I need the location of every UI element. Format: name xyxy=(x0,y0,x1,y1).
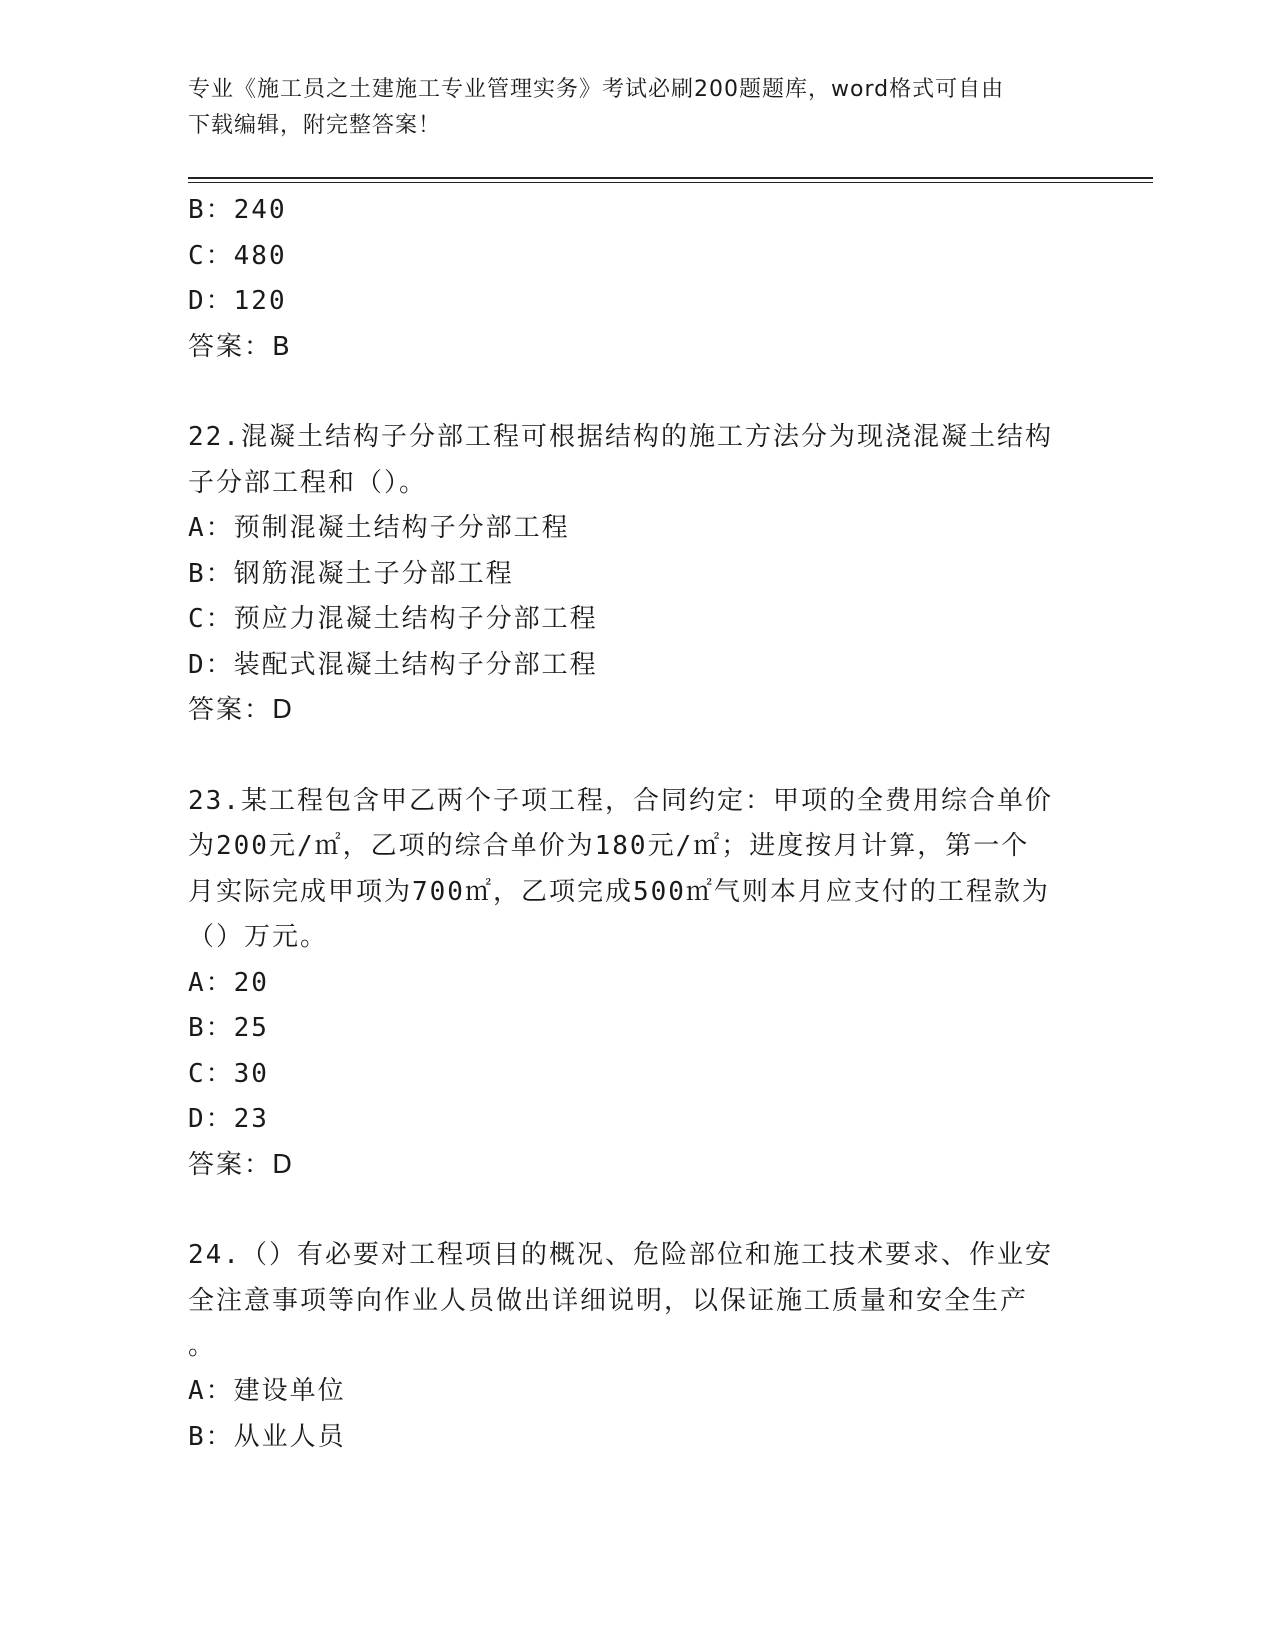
question-23 xyxy=(188,779,1078,1189)
header-rule xyxy=(188,177,1153,179)
answer: 答案：D xyxy=(188,1149,295,1180)
spacer xyxy=(188,734,1078,779)
question-stem: 月实际完成甲项为700㎡，乙项完成500㎡气则本月应支付的工程款为 xyxy=(188,876,1050,907)
question-list xyxy=(188,188,1078,1460)
option-d: D：120 xyxy=(188,286,287,316)
header-rule-thin xyxy=(188,182,1153,183)
question-stem: （）万元。 xyxy=(188,922,329,952)
option-b: B：240 xyxy=(188,195,287,225)
option-c: C：480 xyxy=(188,240,287,271)
header-line-1: 专业《施工员之土建施工专业管理实务》考试必刷200题题库，word格式可自由 xyxy=(188,77,1005,102)
option-a: A：20 xyxy=(188,967,269,998)
question-24 xyxy=(188,1233,1078,1460)
option-a: A：建设单位 xyxy=(188,1376,346,1406)
question-stem: 全注意事项等向作业人员做出详细说明，以保证施工质量和安全生产 xyxy=(188,1285,1029,1316)
spacer xyxy=(188,370,1078,415)
option-a: A：预制混凝土结构子分部工程 xyxy=(188,513,570,543)
option-c: C：30 xyxy=(188,1058,269,1089)
question-stem: 为200元/㎡，乙项的综合单价为180元/㎡；进度按月计算，第一个 xyxy=(188,831,1030,861)
question-21 xyxy=(188,188,1078,370)
document-header xyxy=(188,72,1068,144)
question-stem: 24.（）有必要对工程项目的概况、危险部位和施工技术要求、作业安 xyxy=(188,1240,1053,1270)
answer: 答案：D xyxy=(188,695,295,725)
option-d: D：23 xyxy=(188,1104,269,1134)
option-b: B：钢筋混凝土子分部工程 xyxy=(188,558,514,589)
option-c: C：预应力混凝土结构子分部工程 xyxy=(188,604,598,634)
answer: 答案：B xyxy=(188,331,292,362)
question-stem: 子分部工程和（）。 xyxy=(188,467,428,498)
option-d: D：装配式混凝土结构子分部工程 xyxy=(188,649,598,680)
question-stem: 23.某工程包含甲乙两个子项工程，合同约定：甲项的全费用综合单价 xyxy=(188,785,1053,816)
option-b: B：从业人员 xyxy=(188,1421,346,1452)
spacer xyxy=(188,1188,1078,1233)
option-b: B：25 xyxy=(188,1013,269,1043)
header-line-2: 下载编辑，附完整答案！ xyxy=(188,113,442,138)
question-22 xyxy=(188,415,1078,734)
question-stem: 22.混凝土结构子分部工程可根据结构的施工方法分为现浇混凝土结构 xyxy=(188,422,1053,452)
question-stem: 。 xyxy=(188,1331,217,1361)
